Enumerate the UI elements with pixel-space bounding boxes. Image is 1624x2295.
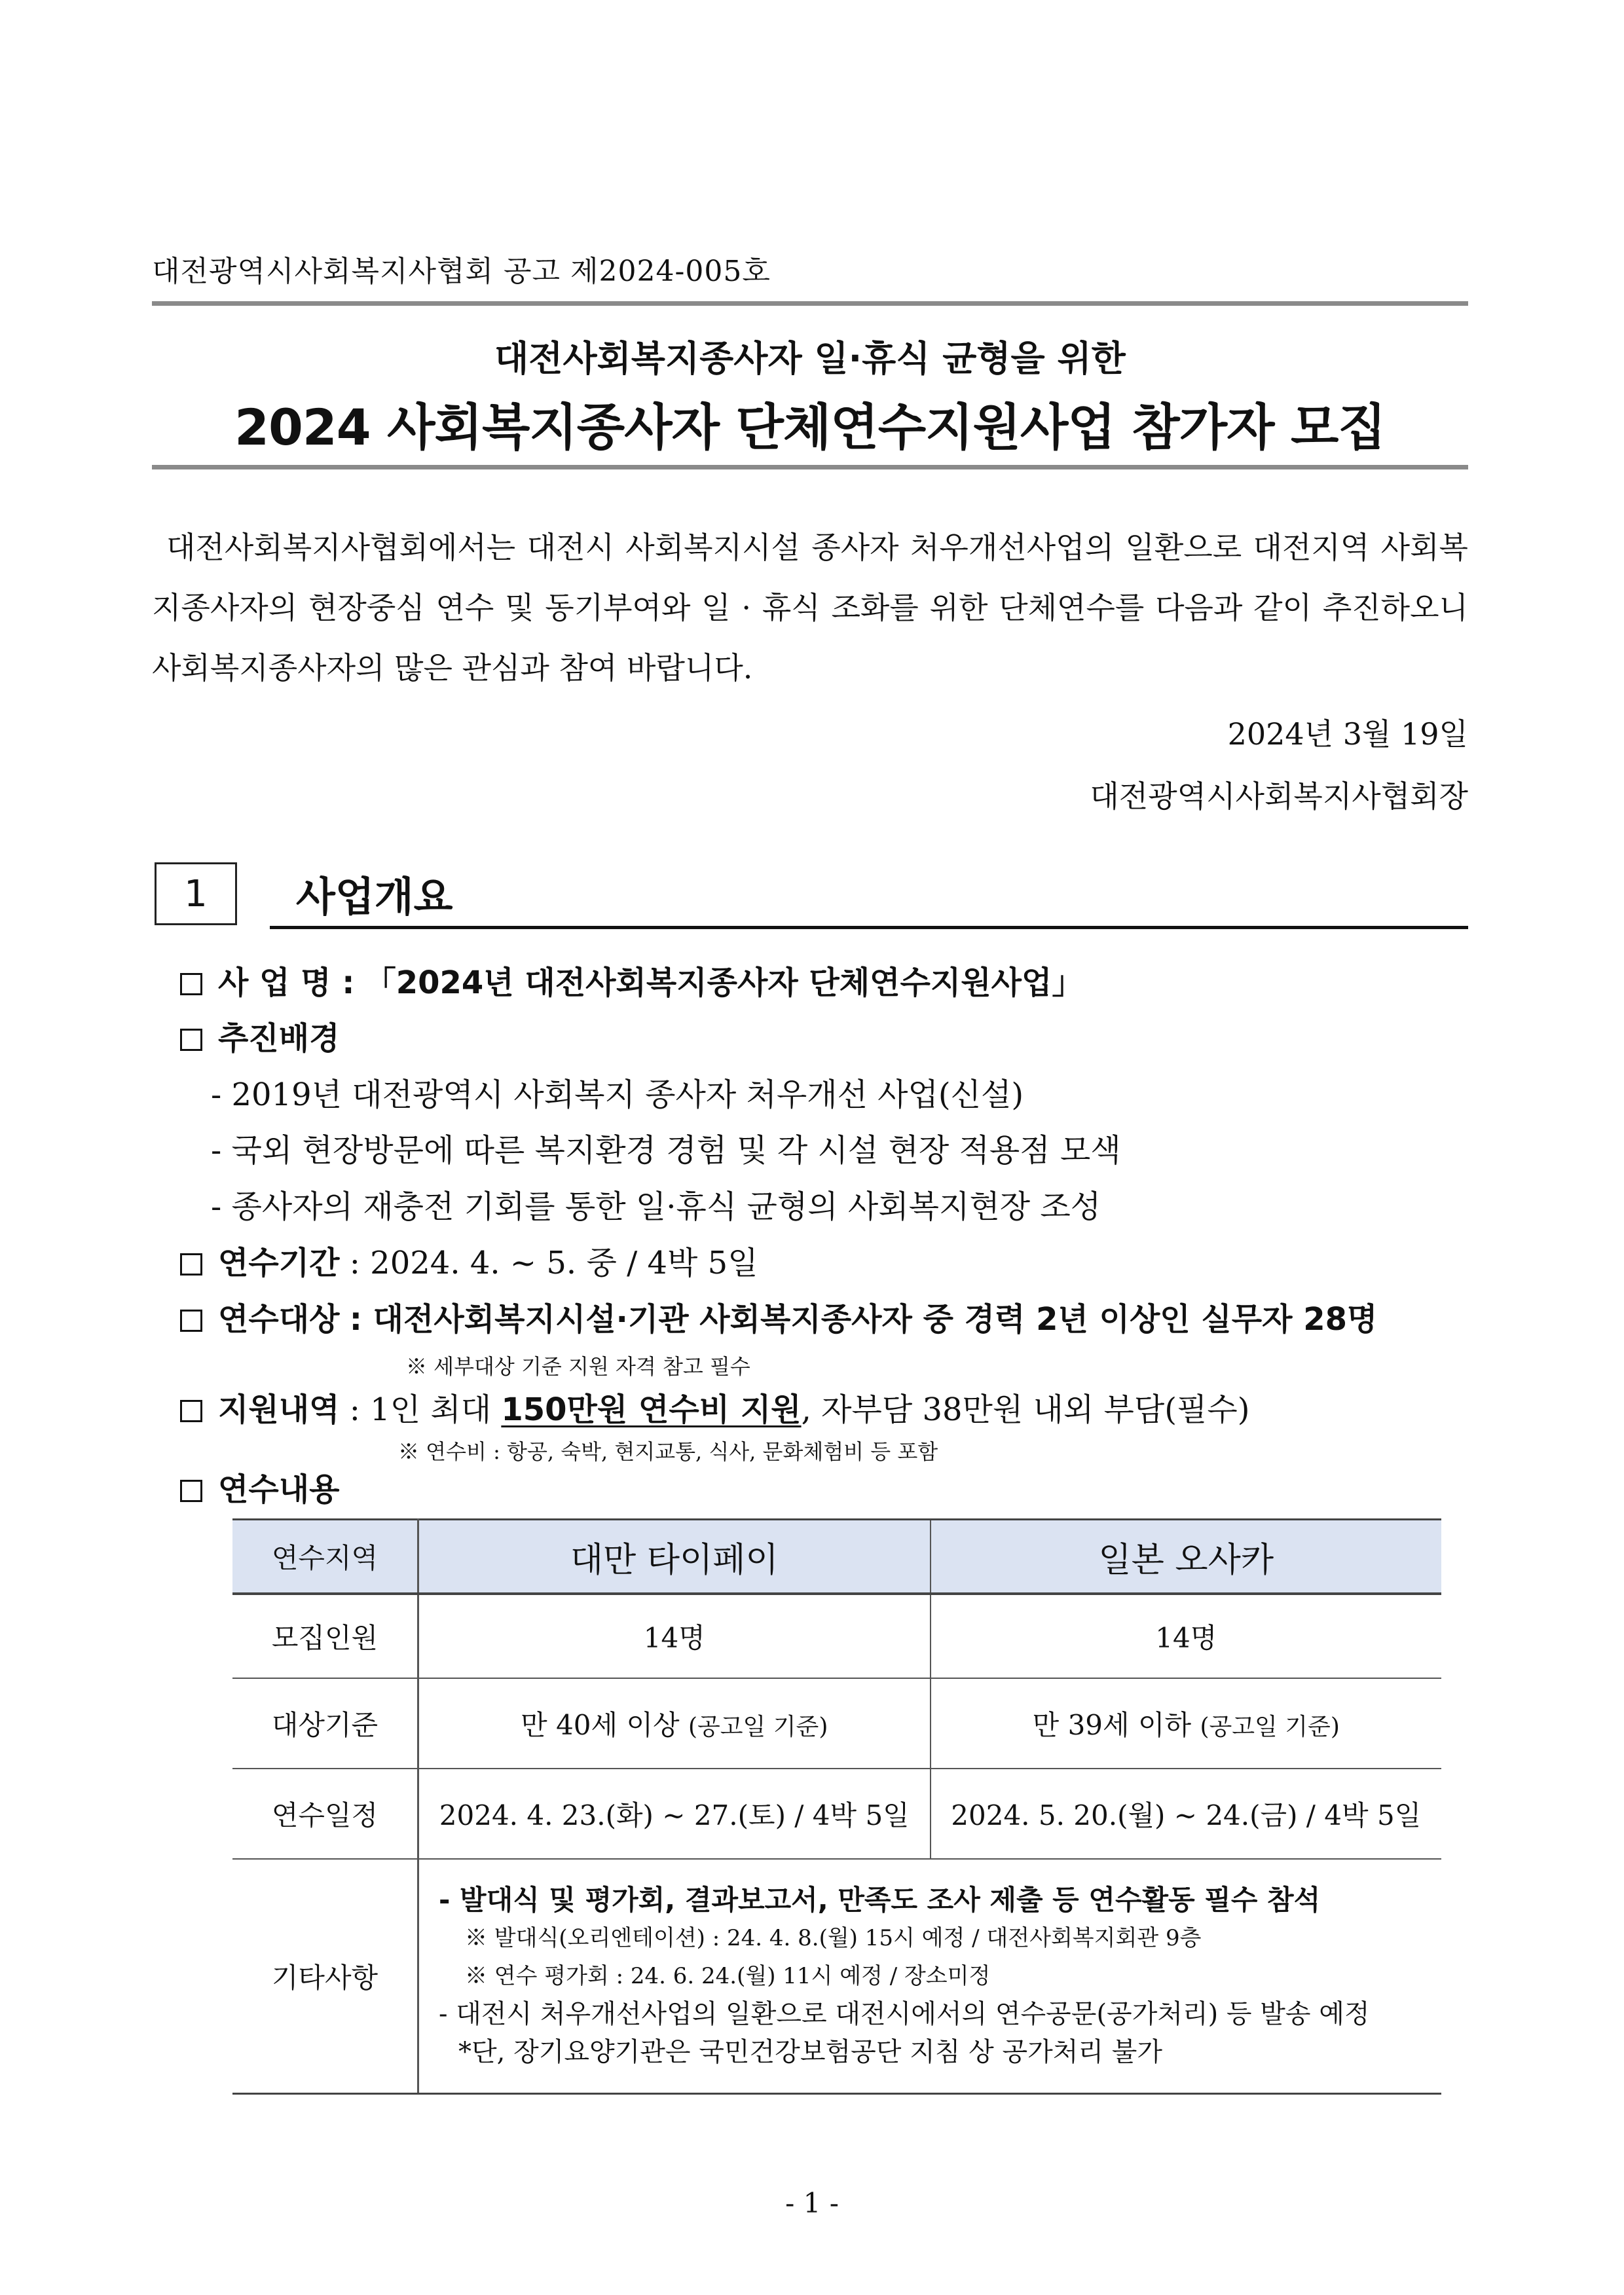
checkbox-icon [180, 973, 202, 995]
item-target [180, 1294, 1377, 1339]
cell-osaka: 2024. 5. 20.(월) ~ 24.(금) / 4박 5일 [931, 1769, 1441, 1859]
notice-number: 대전광역시사회복지사협회 공고 제2024-005호 [152, 255, 771, 288]
background-label: 추진배경 [218, 1020, 340, 1057]
checkbox-icon [180, 1253, 202, 1276]
age-criteria: 만 40세 이상 [521, 1709, 680, 1741]
section-number-box: 1 [155, 862, 237, 925]
background-point: - 국외 현장방문에 따른 복지환경 경험 및 각 시설 현장 적용점 모색 [211, 1132, 1121, 1169]
table-header-label: 연수지역 [232, 1520, 418, 1594]
table-header-row [232, 1520, 1441, 1594]
signer: 대전광역시사회복지사협회장 [1090, 779, 1468, 814]
cell-taipei: 2024. 4. 23.(화) ~ 27.(토) / 4박 5일 [418, 1769, 931, 1859]
etc-cell [418, 1859, 1442, 2094]
project-name-value: 「2024년 대전사회복지종사자 단체연수지원사업」 [364, 964, 1084, 1001]
background-point: - 종사자의 재충전 기회를 통한 일·휴식 균형의 사회복지현장 조성 [211, 1188, 1101, 1225]
table-row [232, 1678, 1441, 1769]
row-label: 연수일정 [232, 1769, 418, 1859]
target-value: : 대전사회복지시설·기관 사회복지종사자 중 경력 2년 이상인 실무자 28명 [349, 1301, 1378, 1338]
section-title: 사업개요 [296, 873, 453, 921]
background-point: - 2019년 대전광역시 사회복지 종사자 처우개선 사업(신설) [211, 1076, 1024, 1113]
cell-osaka [931, 1678, 1441, 1769]
row-label: 기타사항 [232, 1859, 418, 2094]
section-underline [270, 926, 1468, 929]
checkbox-icon [180, 1400, 202, 1422]
cell-taipei [418, 1678, 931, 1769]
support-prefix: : 1인 최대 [349, 1391, 492, 1428]
age-criteria-note: (공고일 기준) [688, 1714, 828, 1740]
support-label: 지원내역 [218, 1391, 340, 1428]
period-label: 연수기간 [218, 1245, 340, 1281]
table-row [232, 1594, 1441, 1678]
age-criteria: 만 39세 이하 [1032, 1709, 1192, 1741]
intro-paragraph [152, 517, 1468, 698]
notice-date: 2024년 3월 19일 [1227, 716, 1468, 752]
page-title: 2024 사회복지종사자 단체연수지원사업 참가자 모집 [234, 398, 1386, 456]
etc-line: ※ 연수 평가회 : 24. 6. 24.(월) 11시 예정 / 장소미정 [465, 1963, 991, 1989]
table-header-osaka: 일본 오사카 [931, 1520, 1441, 1594]
intro-text: 대전사회복지사협회에서는 대전시 사회복지시설 종사자 처우개선사업의 일환으로 대전지역 사회복지종사자의 현장중심 연수 및 동기부여와 일 · 휴식 조화를 위한 단체연수를 다음과 같이 추진하오니 사회복지종사자의 많은 관심과 참여 바랍니다. [152, 530, 1468, 686]
target-note: ※ 세부대상 기준 지원 자격 참고 필수 [406, 1354, 750, 1379]
item-content [180, 1464, 339, 1509]
age-criteria-note: (공고일 기준) [1200, 1714, 1340, 1740]
cell-osaka: 14명 [931, 1594, 1441, 1678]
item-project-name [180, 957, 1083, 1002]
target-label: 연수대상 [218, 1301, 340, 1338]
content-label: 연수내용 [218, 1471, 340, 1508]
cell-taipei: 14명 [418, 1594, 931, 1678]
page-number: - 1 - [785, 2187, 839, 2219]
etc-line: - 발대식 및 평가회, 결과보고서, 만족도 조사 제출 등 연수활동 필수 참석 [439, 1884, 1321, 1916]
support-note: ※ 연수비 : 항공, 숙박, 현지교통, 식사, 문화체험비 등 포함 [398, 1439, 938, 1464]
row-label: 대상기준 [232, 1678, 418, 1769]
etc-line: ※ 발대식(오리엔테이션) : 24. 4. 8.(월) 15시 예정 / 대전사회복지회관 9층 [465, 1925, 1202, 1951]
training-table [232, 1518, 1441, 2095]
title-bottom-rule [152, 465, 1468, 469]
title-subtitle: 대전사회복지종사자 일·휴식 균형을 위한 [494, 338, 1126, 379]
checkbox-icon [180, 1480, 202, 1502]
row-label: 모집인원 [232, 1594, 418, 1678]
title-top-rule [152, 301, 1468, 306]
support-suffix: , 자부담 38만원 내외 부담(필수) [801, 1391, 1250, 1428]
support-highlight: 150만원 연수비 지원 [501, 1391, 802, 1428]
project-name-label: 사 업 명 : [218, 964, 355, 1001]
period-value: : 2024. 4. ~ 5. 중 / 4박 5일 [349, 1245, 758, 1281]
table-row [232, 1769, 1441, 1859]
item-period [180, 1238, 758, 1283]
etc-line: *단, 장기요양기관은 국민건강보험공단 지침 상 공가처리 불가 [458, 2037, 1163, 2067]
checkbox-icon [180, 1310, 202, 1332]
item-background [180, 1013, 339, 1058]
checkbox-icon [180, 1029, 202, 1051]
item-support [180, 1384, 1249, 1429]
table-header-taipei: 대만 타이페이 [418, 1520, 931, 1594]
etc-line: - 대전시 처우개선사업의 일환으로 대전시에서의 연수공문(공가처리) 등 발송 예정 [439, 1999, 1370, 2029]
table-row [232, 1859, 1441, 2094]
